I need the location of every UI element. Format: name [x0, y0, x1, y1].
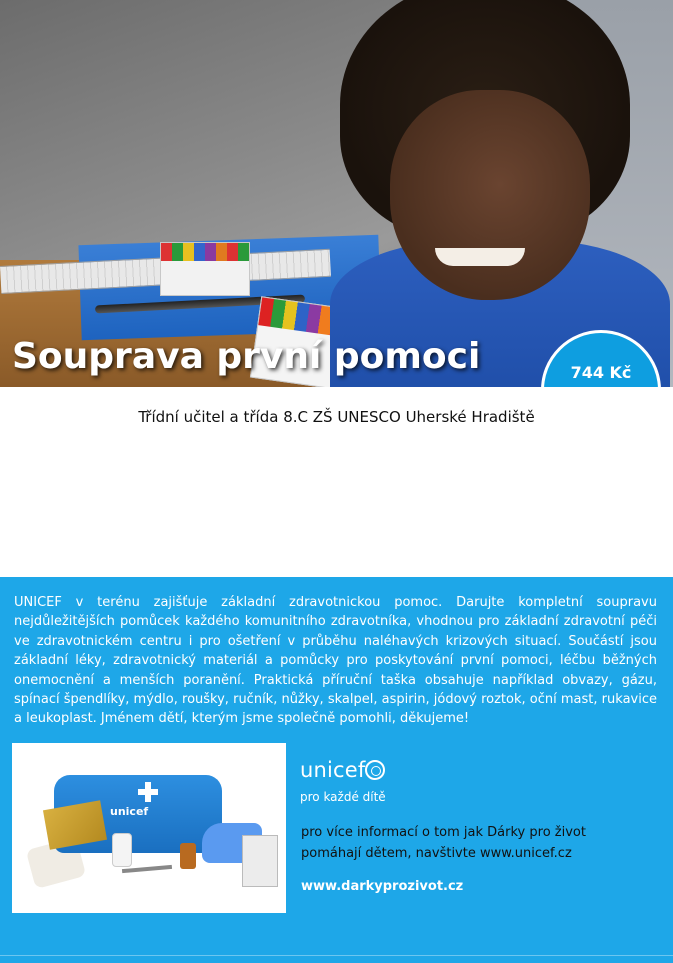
gift-title: Souprava první pomoci	[12, 336, 481, 377]
child-portrait	[330, 0, 650, 387]
unicef-tagline: pro každé dítě	[300, 790, 386, 804]
child-face	[390, 90, 590, 300]
child-smile	[435, 248, 525, 266]
bottle	[112, 833, 132, 867]
price-label: 744 Kč	[570, 363, 632, 382]
medicine-box	[242, 835, 278, 887]
description-text: UNICEF v terénu zajišťuje základní zdravotnickou pomoc. Darujte kompletní soupravu nejdůležitějších pomůcek každého komunitního zdravotníka, vhodnou pro základní zdravotní péči ve zdravotnickém centru i pro ošetření v průběhu naléhavých krizových situací. Součástí jsou základní léky, zdravotnický materiál a pomůcky pro poskytování první pomoci, léčbu běžných onemocnění a menších poranění. Praktická příruční taška obsahuje například obvazy, gázu, spínací špendlíky, mýdlo, roušky, ručník, nůžky, skalpel, aspirin, jódový roztok, oční mast, rukavice a leukoplast. Jménem dětí, kterým jsme společně pomohli, děkujeme!	[14, 595, 657, 727]
website-link[interactable]: www.darkyprozivot.cz	[301, 879, 464, 894]
kit-bag-label: unicef	[110, 805, 149, 818]
unicef-logo: unicef	[300, 758, 366, 782]
more-info-text: pro více informací o tom jak Dárky pro život pomáhají dětem, navštivte www.unicef.cz	[301, 825, 586, 861]
hero-photo	[0, 0, 673, 387]
crayon-box	[160, 242, 250, 296]
footer-divider	[0, 955, 673, 956]
iodine-bottle	[180, 843, 196, 869]
unicef-globe-icon	[365, 760, 385, 780]
first-aid-kit-photo	[12, 743, 286, 913]
dedication-text: Třídní učitel a třída 8.C ZŠ UNESCO Uherské Hradiště	[138, 408, 535, 426]
